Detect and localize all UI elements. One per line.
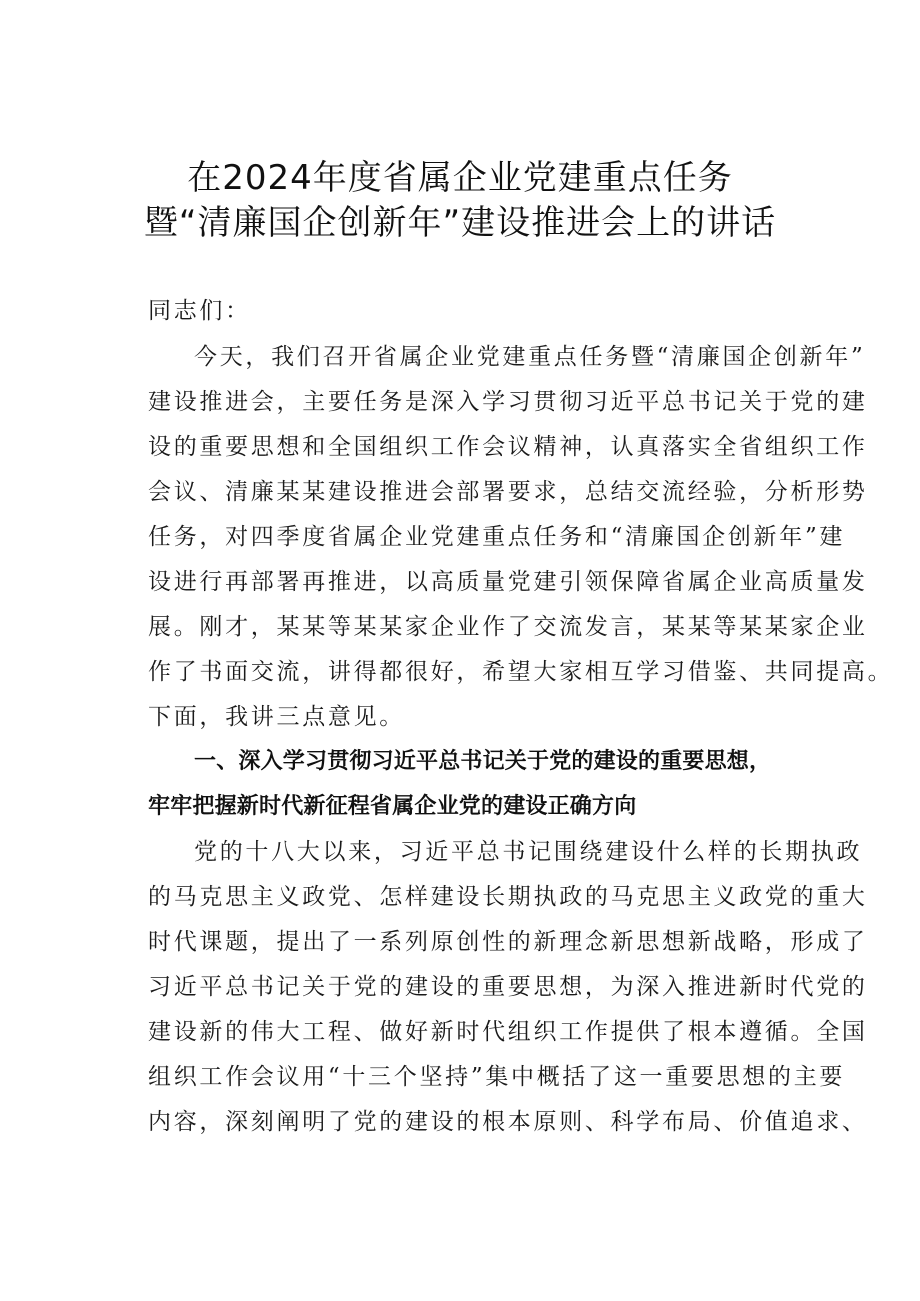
paragraph-1-line: 作了书面交流，讲得都很好，希望大家相互学习借鉴、共同提高。 (148, 659, 894, 685)
section-heading-1-line: 一、深入学习贯彻习近平总书记关于党的建设的重要思想， (194, 749, 772, 774)
document-title-line-2: 暨“清廉国企创新年”建设推进会上的讲话 (143, 203, 777, 243)
salutation: 同志们： (148, 298, 251, 324)
paragraph-1-line: 设进行再部署再推进，以高质量党建引领保障省属企业高质量发 (148, 569, 868, 595)
section-heading-1-line: 牢牢把握新时代新征程省属企业党的建设正确方向 (148, 794, 637, 819)
document-title-line-1: 在2024年度省属企业党建重点任务 (187, 158, 733, 198)
paragraph-2-line: 内容，深刻阐明了党的建设的根本原则、科学布局、价值追求、 (148, 1109, 868, 1135)
paragraph-1-line: 今天，我们召开省属企业党建重点任务暨“清廉国企创新年” (194, 344, 866, 370)
paragraph-1-line: 展。刚才，某某等某某家企业作了交流发言，某某等某某家企业 (148, 614, 868, 640)
paragraph-1-line: 任务，对四季度省属企业党建重点任务和“清廉国企创新年”建 (148, 524, 846, 550)
paragraph-1-line: 建设推进会，主要任务是深入学习贯彻习近平总书记关于党的建 (148, 389, 868, 415)
paragraph-2-line: 党的十八大以来，习近平总书记围绕建设什么样的长期执政 (194, 839, 863, 865)
paragraph-2-line: 组织工作会议用“十三个坚持”集中概括了这一重要思想的主要 (148, 1064, 846, 1090)
paragraph-2-line: 习近平总书记关于党的建设的重要思想，为深入推进新时代党的 (148, 974, 868, 1000)
paragraph-1-line: 下面，我讲三点意见。 (148, 704, 405, 730)
paragraph-2-line: 时代课题，提出了一系列原创性的新理念新思想新战略，形成了 (148, 929, 868, 955)
paragraph-1-line: 会议、清廉某某建设推进会部署要求，总结交流经验，分析形势 (148, 479, 868, 505)
paragraph-1-line: 设的重要思想和全国组织工作会议精神，认真落实全省组织工作 (148, 434, 868, 460)
paragraph-2-line: 建设新的伟大工程、做好新时代组织工作提供了根本遵循。全国 (148, 1019, 868, 1045)
paragraph-2-line: 的马克思主义政党、怎样建设长期执政的马克思主义政党的重大 (148, 884, 868, 910)
